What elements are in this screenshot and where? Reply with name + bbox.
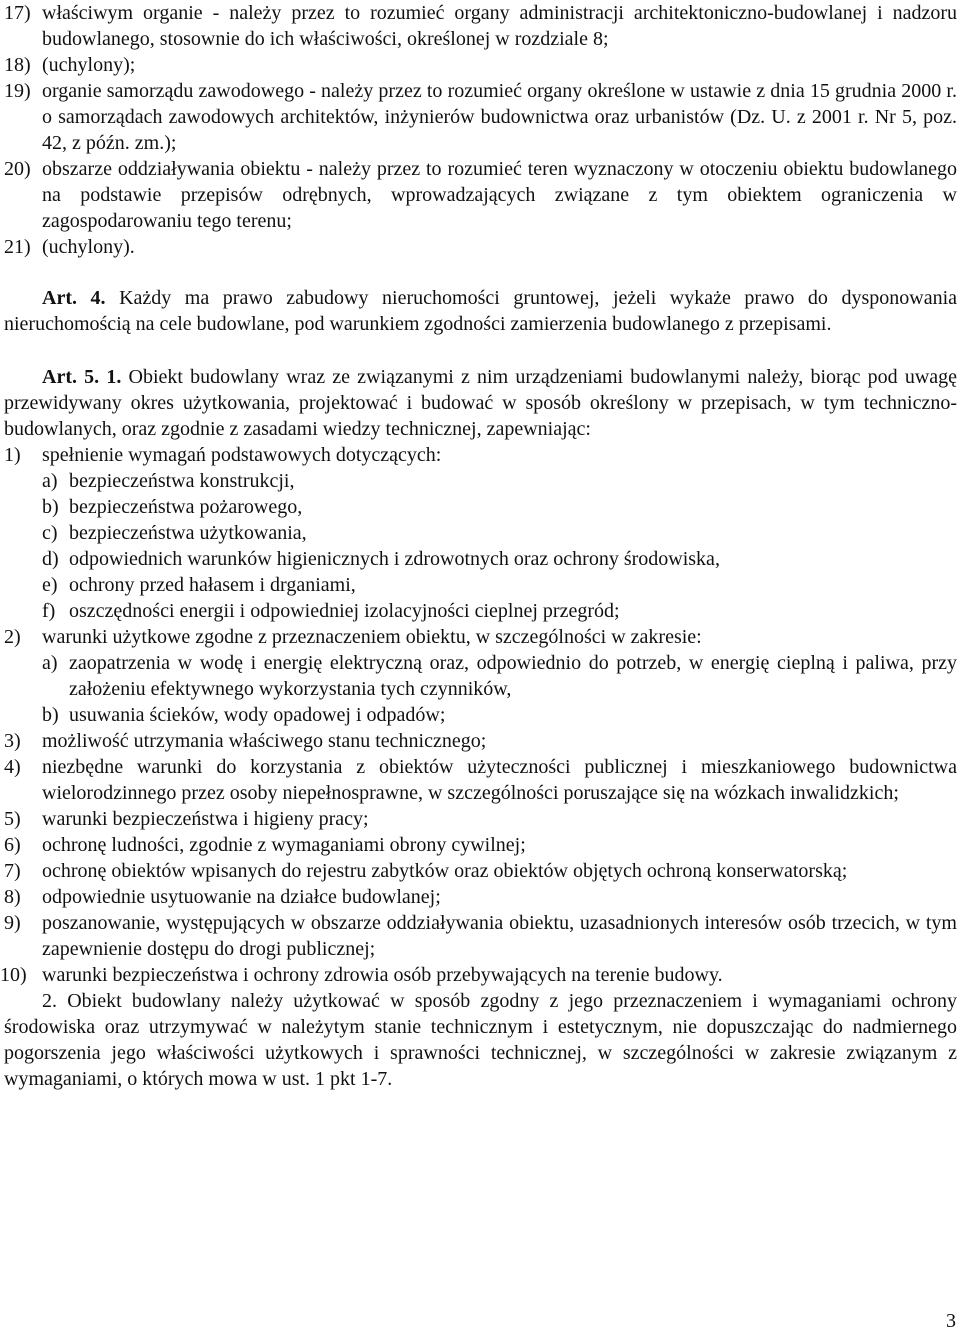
list-item: [4, 754, 957, 806]
item-text: właściwym organie - należy przez to rozumieć organy administracji architektoniczno-budowlanej i nadzoru budowlanego, stosownie do ich właściwości, określonej w rozdziale 8;: [42, 2, 957, 50]
sub-item-letter: f): [42, 600, 56, 622]
sub-item: [42, 546, 957, 572]
item-number: 2): [4, 626, 21, 648]
item-text: warunki bezpieczeństwa i ochrony zdrowia osób przebywających na terenie budowy.: [42, 964, 723, 986]
item-text: (uchylony).: [42, 236, 135, 258]
list-item: [4, 234, 957, 260]
item-text: odpowiednie usytuowanie na działce budowlanej;: [42, 886, 441, 908]
sub-item-text: usuwania ścieków, wody opadowej i odpadów;: [69, 704, 446, 726]
sub-item-letter: c): [42, 522, 58, 544]
list-item: [4, 156, 957, 234]
sub-item-text: bezpieczeństwa pożarowego,: [69, 496, 303, 518]
item-text: (uchylony);: [42, 54, 136, 76]
article-5-intro: [4, 364, 957, 442]
sub-item-letter: e): [42, 574, 58, 596]
list-item: [4, 806, 957, 832]
list-item: [4, 832, 957, 858]
item-number: 7): [4, 860, 21, 882]
page-number: 3: [946, 1310, 956, 1332]
spacer: [4, 260, 957, 285]
item-number: 18): [4, 54, 31, 76]
sub-item: [42, 572, 957, 598]
list-item: [0, 962, 957, 988]
sub-item: [42, 650, 957, 702]
list-item: [4, 858, 957, 884]
item-number: 5): [4, 808, 21, 830]
sub-item-letter: b): [42, 496, 59, 518]
spacer: [4, 337, 957, 364]
item-number: 6): [4, 834, 21, 856]
list-item: [4, 884, 957, 910]
list-item: [4, 78, 957, 156]
item-number: 4): [4, 756, 21, 778]
sub-item-letter: a): [42, 652, 58, 674]
list-item: [4, 910, 957, 962]
article-5-label: Art. 5.: [42, 366, 100, 388]
sub-item-letter: d): [42, 548, 59, 570]
item-number: 17): [4, 2, 31, 24]
list-item: [4, 52, 957, 78]
sub-item: [42, 520, 957, 546]
item-number: 3): [4, 730, 21, 752]
item-text: spełnienie wymagań podstawowych dotyczących:: [42, 444, 442, 466]
item-number: 19): [4, 80, 31, 102]
item-number: 20): [4, 158, 31, 180]
sub-item: [42, 494, 957, 520]
article-5-intro-text: Obiekt budowlany wraz ze związanymi z nim urządzeniami budowlanymi należy, biorąc pod uwagę przewidywany okres użytkowania, projektować i budować w sposób określony w przepisach, w tym techniczno-budowlanych, oraz zgodnie z zasadami wiedzy technicznej, zapewniając:: [4, 366, 958, 440]
sub-item-text: zaopatrzenia w wodę i energię elektryczną oraz, odpowiednio do potrzeb, w energię cieplną i paliwa, przy założeniu efektywnego wykorzystania tych czynników,: [69, 652, 957, 700]
sub-item: [42, 468, 957, 494]
item-number: 10): [0, 964, 27, 986]
item-text: poszanowanie, występujących w obszarze oddziaływania obiektu, uzasadnionych interesów osób trzecich, w tym zapewnienie dostępu do drogi publicznej;: [42, 912, 957, 960]
sub-item-text: bezpieczeństwa konstrukcji,: [69, 470, 295, 492]
article-4-text: Każdy ma prawo zabudowy nieruchomości gruntowej, jeżeli wykaże prawo do dysponowania nieruchomością na cele budowlane, pod warunkiem zgodności zamierzenia budowlanego z przepisami.: [4, 287, 957, 335]
item-text: ochronę obiektów wpisanych do rejestru zabytków oraz obiektów objętych ochroną konserwatorską;: [42, 860, 848, 882]
list-item: [4, 624, 957, 650]
item-number: 1): [4, 444, 21, 466]
article-4-label: Art. 4.: [42, 287, 106, 309]
item-text: organie samorządu zawodowego - należy przez to rozumieć organy określone w ustawie z dnia 15 grudnia 2000 r. o samorządach zawodowych architektów, inżynierów budownictwa oraz urbanistów (Dz. U. z 2001 r. Nr 5, poz. 42, z późn. zm.);: [42, 80, 957, 154]
sub-item-text: odpowiednich warunków higienicznych i zdrowotnych oraz ochrony środowiska,: [69, 548, 720, 570]
article-5-ust2: 2. Obiekt budowlany należy użytkować w sposób zgodny z jego przeznaczeniem i wymaganiami ochrony środowiska oraz utrzymywać w należytym stanie technicznym i estetycznym, nie dopuszczając do nadmiernego pogorszenia jego właściwości użytkowych i sprawności technicznej, w szczególności w zakresie związanym z wymaganiami, o których mowa w ust. 1 pkt 1-7.: [4, 990, 957, 1090]
sub-item: [42, 598, 957, 624]
item-text: warunki bezpieczeństwa i higieny pracy;: [42, 808, 369, 830]
item-text: możliwość utrzymania właściwego stanu technicznego;: [42, 730, 487, 752]
list-item: [4, 728, 957, 754]
article-5-ust1: 1.: [106, 366, 122, 388]
item-text: ochronę ludności, zgodnie z wymaganiami obrony cywilnej;: [42, 834, 526, 856]
sub-item-text: bezpieczeństwa użytkowania,: [69, 522, 307, 544]
item-text: obszarze oddziaływania obiektu - należy przez to rozumieć teren wyznaczony w otoczeniu obiektu budowlanego na podstawie przepisów odrębnych, wprowadzających związane z tym obiektem ograniczenia w zagospodarowaniu tego terenu;: [42, 158, 957, 232]
item-text: niezbędne warunki do korzystania z obiektów użyteczności publicznej i mieszkaniowego budownictwa wielorodzinnego przez osoby niepełnosprawne, w szczególności poruszające się na wózkach inwalidzkich;: [42, 756, 957, 804]
sub-item-text: ochrony przed hałasem i drganiami,: [69, 574, 356, 596]
sub-item: [42, 702, 957, 728]
list-item: [4, 442, 957, 468]
sub-item-letter: b): [42, 704, 59, 726]
item-number: 9): [4, 912, 21, 934]
sub-item-text: oszczędności energii i odpowiedniej izolacyjności cieplnej przegród;: [69, 600, 620, 622]
list-item: [4, 0, 957, 52]
item-text: warunki użytkowe zgodne z przeznaczeniem obiektu, w szczególności w zakresie:: [42, 626, 702, 648]
item-number: 8): [4, 886, 21, 908]
article-4: [4, 285, 957, 337]
item-number: 21): [4, 236, 31, 258]
sub-item-letter: a): [42, 470, 58, 492]
